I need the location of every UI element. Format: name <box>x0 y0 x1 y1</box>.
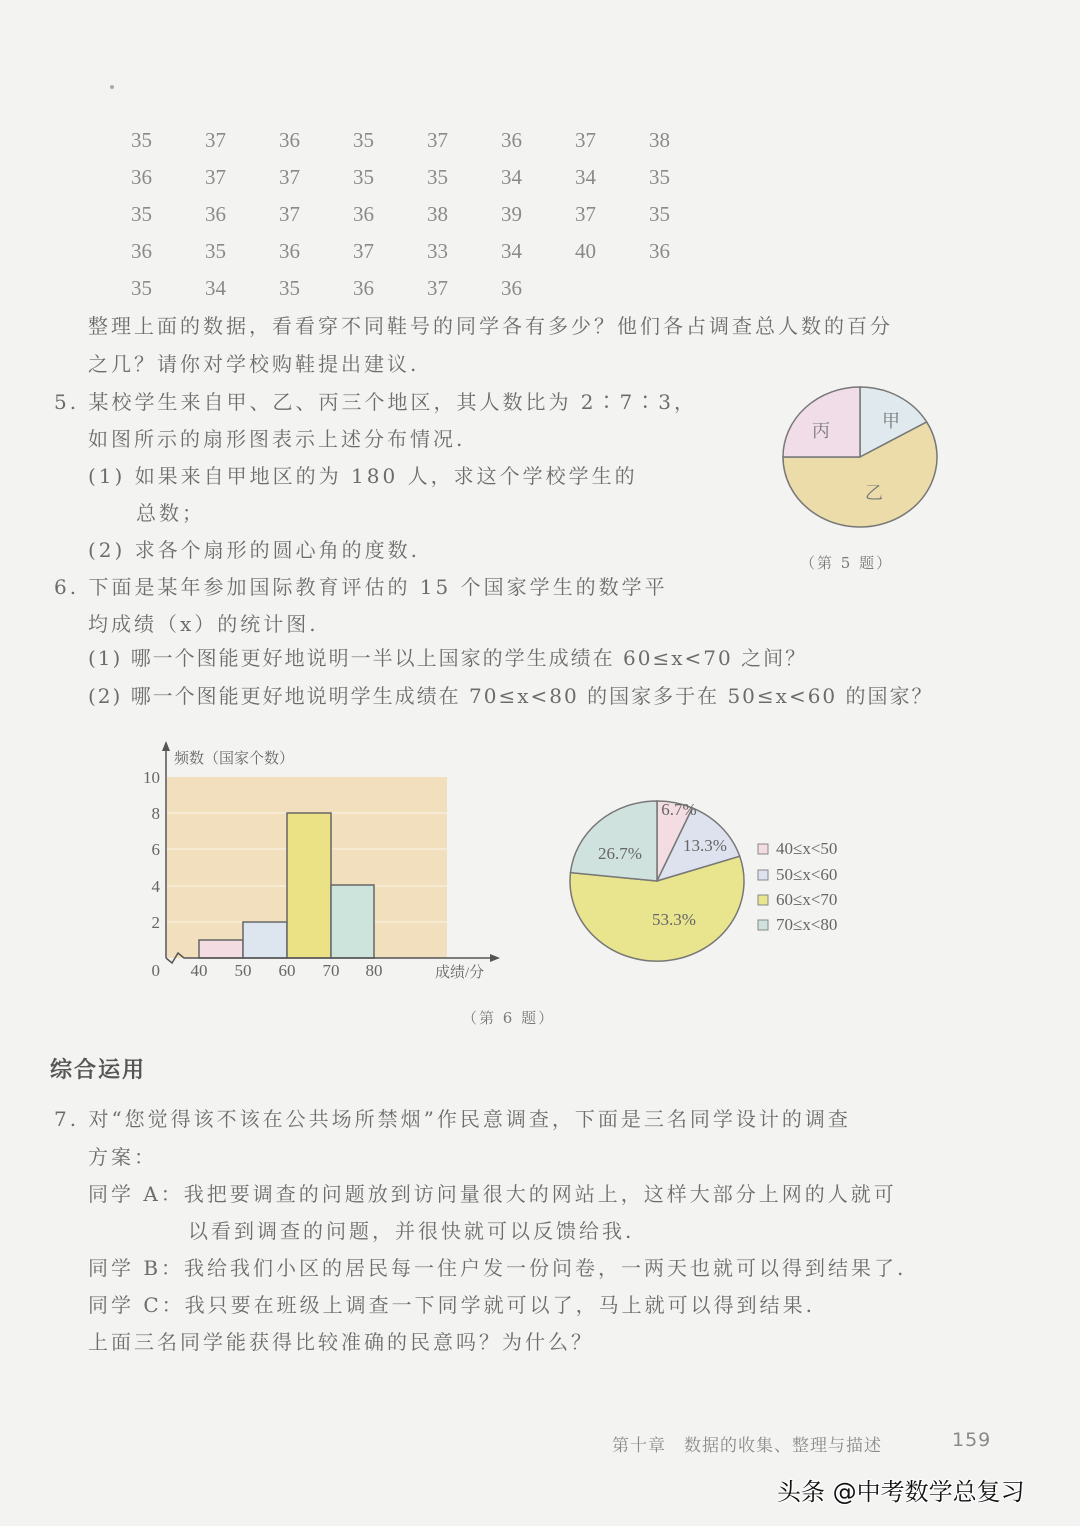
legend-swatch-50-60 <box>758 870 768 880</box>
grid-value: 35 <box>427 165 448 189</box>
q7-text-line-2: 方案： <box>88 1145 157 1169</box>
q6-histogram <box>130 735 550 990</box>
q6-text-line-1: 6. 下面是某年参加国际教育评估的 15 个国家学生的数学平 <box>54 575 668 599</box>
grid-value: 37 <box>427 276 448 300</box>
x-axis-arrow <box>490 954 500 962</box>
grid-value: 37 <box>205 128 226 152</box>
bar-70-80 <box>331 885 374 958</box>
svg-text:60: 60 <box>278 961 296 980</box>
watermark: 头条 @中考数学总复习 <box>777 1478 1025 1506</box>
pie6-label-26-7: 26.7% <box>598 844 642 863</box>
grid-value: 37 <box>353 239 374 263</box>
pie6-label-6-7: 6.7% <box>661 800 697 819</box>
svg-text:6: 6 <box>151 840 160 859</box>
q5-sub-1: (1) 如果来自甲地区的为 180 人，求这个学校学生的 <box>88 464 638 488</box>
q6-caption: （第 6 题） <box>462 1009 556 1027</box>
pie6-slice-70-80 <box>571 801 658 881</box>
grid-value: 35 <box>131 276 152 300</box>
svg-text:4: 4 <box>151 877 160 896</box>
grid-value: 39 <box>501 202 522 226</box>
grid-value: 34 <box>575 165 596 189</box>
grid-value: 37 <box>575 202 596 226</box>
grid-value: 34 <box>205 276 226 300</box>
section-title: 综合运用 <box>50 1058 147 1083</box>
q7-student-b: 同学 B：我给我们小区的居民每一住户发一份问卷，一两天也就可以得到结果了. <box>88 1256 907 1280</box>
q4-text-line-1: 整理上面的数据，看看穿不同鞋号的同学各有多少？他们各占调查总人数的百分 <box>88 314 893 338</box>
page-number: 159 <box>952 1429 992 1451</box>
grid-value: 33 <box>427 239 448 263</box>
grid-value: 38 <box>427 202 448 226</box>
y-axis-arrow <box>162 741 170 751</box>
q5-text-line-2: 如图所示的扇形图表示上述分布情况. <box>88 427 466 451</box>
grid-value: 36 <box>131 239 152 263</box>
legend-label-50-60: 50≤x<60 <box>776 865 838 884</box>
grid-value: 35 <box>205 239 226 263</box>
legend-label-70-80: 70≤x<80 <box>776 915 838 934</box>
svg-text:80: 80 <box>365 961 383 980</box>
grid-value: 35 <box>649 202 670 226</box>
svg-text:0: 0 <box>151 961 160 980</box>
chapter-footer: 第十章 数据的收集、整理与描述 <box>612 1436 882 1456</box>
q5-sub-2: (2) 求各个扇形的圆心角的度数. <box>88 538 421 562</box>
pie5-label-yi: 乙 <box>865 483 883 503</box>
q7-student-c: 同学 C：我只要在班级上调查一下同学就可以了，马上就可以得到结果. <box>88 1293 816 1317</box>
pie5-label-jia: 甲 <box>882 411 900 431</box>
bar-60-70 <box>287 813 331 958</box>
q7-question: 上面三名同学能获得比较准确的民意吗？为什么？ <box>88 1330 594 1354</box>
pie6-label-53-3: 53.3% <box>652 910 696 929</box>
legend-label-40-50: 40≤x<50 <box>776 839 838 858</box>
grid-value: 35 <box>131 128 152 152</box>
grid-value: 36 <box>501 276 522 300</box>
svg-text:70: 70 <box>322 961 340 980</box>
legend-swatch-70-80 <box>758 920 768 930</box>
grid-value: 35 <box>649 165 670 189</box>
q7-student-a-cont: 以看到调查的问题，并很快就可以反馈给我. <box>188 1219 635 1243</box>
q6-sub-2: (2) 哪一个图能更好地说明学生成绩在 70≤x<80 的国家多于在 50≤x<60 的国家？ <box>88 684 934 708</box>
grid-value: 37 <box>205 165 226 189</box>
grid-value: 36 <box>353 276 374 300</box>
grid-value: 34 <box>501 165 522 189</box>
q6-pie-chart <box>565 785 750 970</box>
legend-swatch-60-70 <box>758 895 768 905</box>
q5-caption: （第 5 题） <box>800 554 894 572</box>
grid-value: 35 <box>353 128 374 152</box>
y-axis-label: 频数（国家个数） <box>174 751 295 767</box>
q6-sub-1: (1) 哪一个图能更好地说明一半以上国家的学生成绩在 60≤x<70 之间？ <box>88 646 808 670</box>
q6-pie-legend <box>752 834 892 939</box>
grid-value: 37 <box>427 128 448 152</box>
legend-swatch-40-50 <box>758 844 768 854</box>
grid-value: 37 <box>575 128 596 152</box>
q4-text-line-2: 之几？请你对学校购鞋提出建议. <box>88 352 420 376</box>
grid-value: 37 <box>279 165 300 189</box>
q6-text-line-2: 均成绩（x）的统计图. <box>88 612 319 636</box>
grid-value: 36 <box>649 239 670 263</box>
svg-text:2: 2 <box>151 913 160 932</box>
grid-value: 36 <box>353 202 374 226</box>
grid-value: 34 <box>501 239 522 263</box>
q5-text-line-1: 5. 某校学生来自甲、乙、丙三个地区，其人数比为 2∶7∶3， <box>54 390 697 414</box>
grid-value: 35 <box>279 276 300 300</box>
svg-text:50: 50 <box>234 961 252 980</box>
pie6-label-13-3: 13.3% <box>683 836 727 855</box>
grid-value: 37 <box>279 202 300 226</box>
grid-value: 36 <box>279 239 300 263</box>
q5-sub-1-cont: 总数； <box>136 501 205 525</box>
grid-value: 38 <box>649 128 670 152</box>
scan-speck <box>110 85 114 89</box>
bar-50-60 <box>243 922 287 958</box>
q5-pie-chart <box>775 380 950 540</box>
legend-label-60-70: 60≤x<70 <box>776 890 838 909</box>
grid-value: 36 <box>279 128 300 152</box>
q7-text-line-1: 7. 对“您觉得该不该在公共场所禁烟”作民意调查，下面是三名同学设计的调查 <box>54 1107 851 1131</box>
pie5-label-bing: 丙 <box>812 421 830 441</box>
grid-value: 40 <box>575 239 596 263</box>
svg-text:40: 40 <box>190 961 208 980</box>
grid-value: 35 <box>131 202 152 226</box>
grid-value: 36 <box>205 202 226 226</box>
grid-value: 36 <box>501 128 522 152</box>
grid-value: 36 <box>131 165 152 189</box>
svg-text:10: 10 <box>143 768 160 787</box>
x-axis-label: 成绩/分 <box>435 965 485 981</box>
svg-text:8: 8 <box>151 804 160 823</box>
q7-student-a: 同学 A：我把要调查的问题放到访问量很大的网站上，这样大部分上网的人就可 <box>88 1182 897 1206</box>
bar-40-50 <box>199 940 243 958</box>
grid-value: 35 <box>353 165 374 189</box>
